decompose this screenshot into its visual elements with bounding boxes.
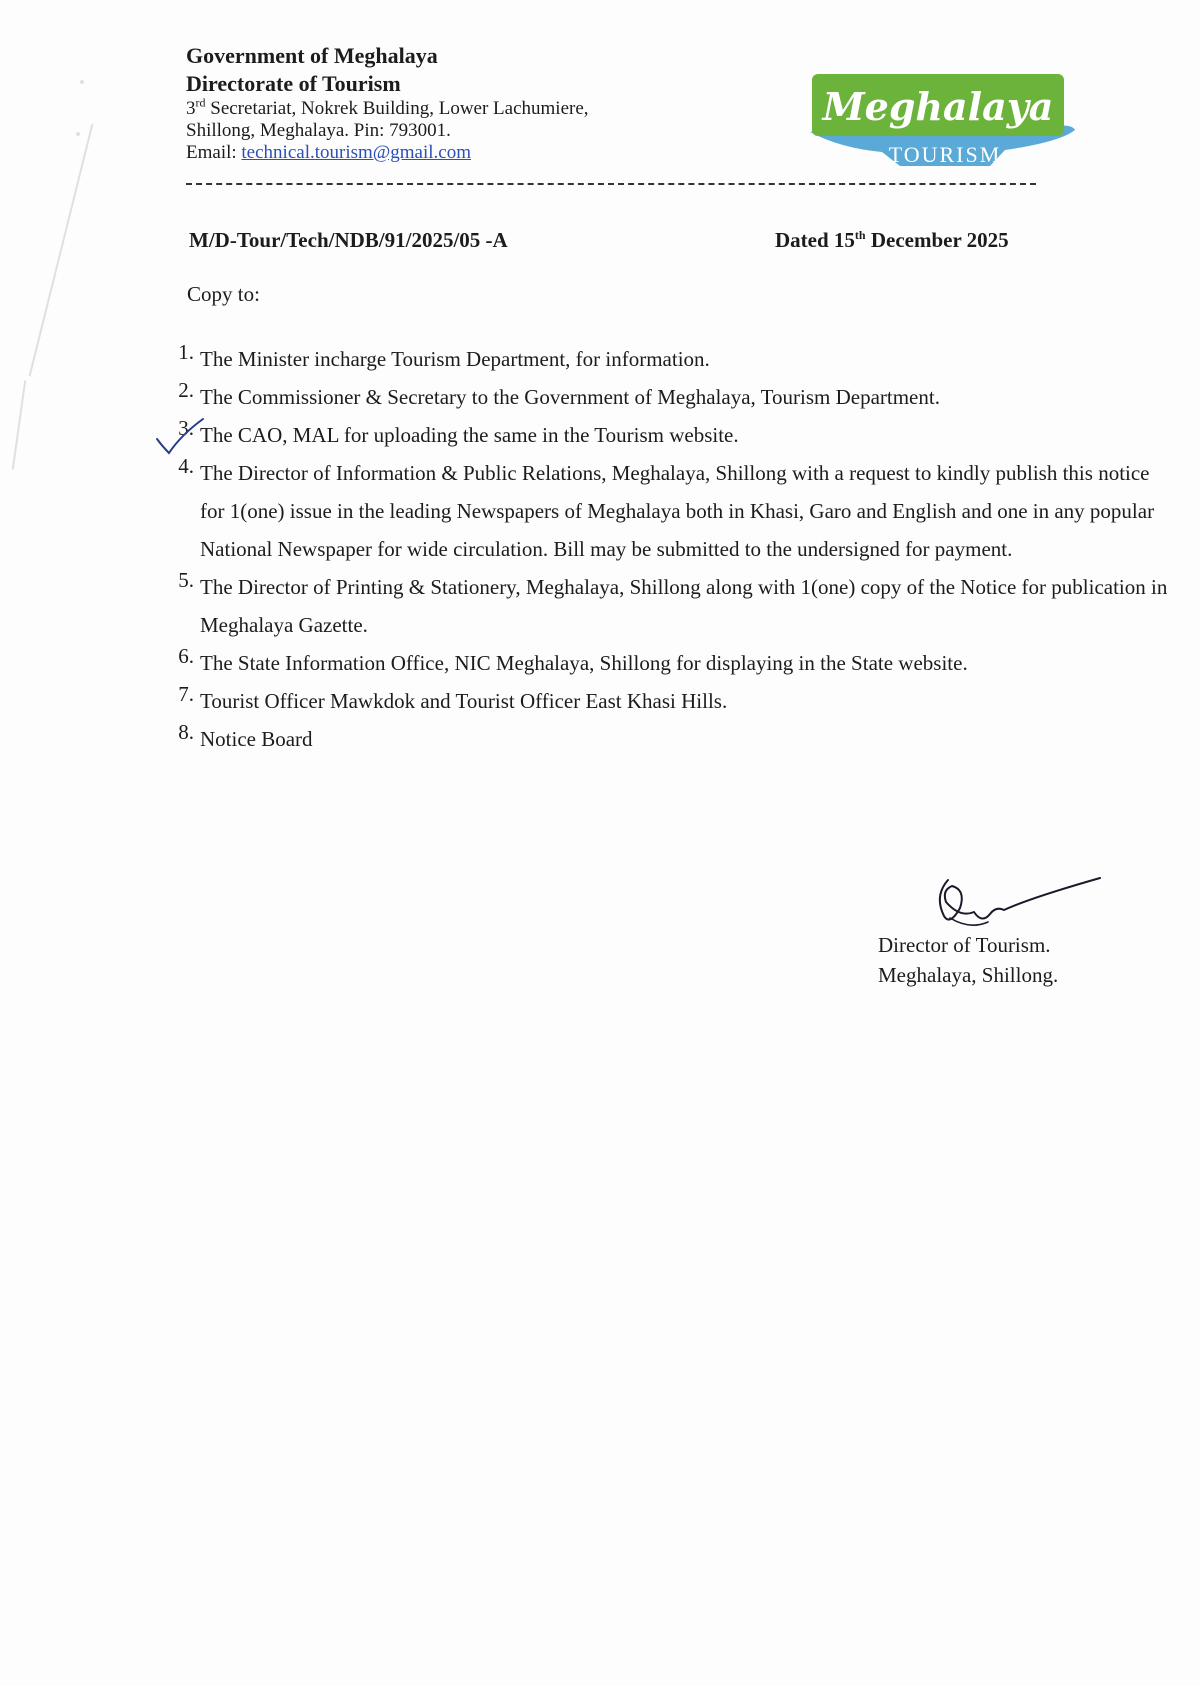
item-number: 6. [178, 644, 194, 668]
scan-artifact [80, 80, 84, 84]
logo-subtitle: TOURISM [888, 142, 1002, 167]
item-text: The Minister incharge Tourism Department, for information. [200, 347, 710, 371]
item-text: The Commissioner & Secretary to the Government of Meghalaya, Tourism Department. [200, 385, 940, 409]
email-label: Email: [186, 142, 242, 163]
signatory-place: Meghalaya, Shillong. [878, 963, 1059, 987]
logo-title: Meghalaya [822, 84, 1054, 129]
scan-artifact [12, 380, 27, 469]
handwritten-tick-icon [153, 413, 233, 459]
item-text: The CAO, MAL for uploading the same in the Tourism website. [200, 423, 739, 447]
item-number: 5. [178, 568, 194, 592]
item-number: 2. [178, 378, 194, 402]
meghalaya-tourism-logo [790, 70, 1080, 170]
item-number: 4. [178, 454, 194, 478]
date-suffix: th [854, 228, 866, 242]
signatory-title: Director of Tourism. [878, 933, 1051, 957]
address-line-1-text: Secretariat, Nokrek Building, Lower Lachumiere, [205, 98, 589, 119]
item-text: Notice Board [200, 727, 313, 751]
item-number: 3. [178, 416, 194, 440]
date-prefix: Dated 15 [775, 228, 855, 252]
list-item [166, 720, 1176, 758]
item-number: 1. [178, 340, 194, 364]
address-line-1 [186, 95, 886, 120]
list-item [166, 568, 1176, 644]
copy-to-label: Copy to: [187, 282, 260, 306]
signatory-block [878, 930, 1058, 990]
list-item [166, 340, 1176, 378]
list-item [166, 378, 1176, 416]
item-text: The State Information Office, NIC Meghalaya, Shillong for displaying in the State website. [200, 651, 968, 675]
reference-date [775, 228, 1009, 253]
address-line-2: Shillong, Meghalaya. Pin: 793001. [186, 120, 451, 141]
reference-number: M/D-Tour/Tech/NDB/91/2025/05 -A [189, 228, 508, 252]
directorate-name: Directorate of Tourism [186, 71, 401, 96]
item-text: The Director of Information & Public Relations, Meghalaya, Shillong with a request to kindly publish this notice for 1(one) issue in the leading Newspapers of Meghalaya both in Khasi, Garo and English and one in any popular National Newspaper for wide circulation. Bill may be submitted to the undersigned for payment. [200, 461, 1155, 561]
item-number: 7. [178, 682, 194, 706]
scan-artifact [29, 124, 94, 377]
email-line [186, 142, 886, 164]
list-item [166, 644, 1176, 682]
item-text: The Director of Printing & Stationery, Meghalaya, Shillong along with 1(one) copy of the Notice for publication in Meghalaya Gazette. [200, 575, 1168, 637]
date-rest: December 2025 [865, 228, 1009, 252]
item-number: 8. [178, 720, 194, 744]
list-item [166, 454, 1176, 568]
address-ordinal: 3 [186, 98, 196, 119]
scan-artifact [76, 132, 80, 136]
list-item [166, 416, 1176, 454]
address-ordinal-suffix: rd [195, 95, 206, 110]
item-text: Tourist Officer Mawkdok and Tourist Officer East Khasi Hills. [200, 689, 728, 713]
distribution-list [166, 340, 1176, 758]
list-item [166, 682, 1176, 720]
email-link[interactable]: technical.tourism@gmail.com [241, 142, 472, 163]
letterhead [186, 42, 886, 164]
letterhead-divider [186, 183, 1036, 185]
government-name: Government of Meghalaya [186, 43, 438, 68]
